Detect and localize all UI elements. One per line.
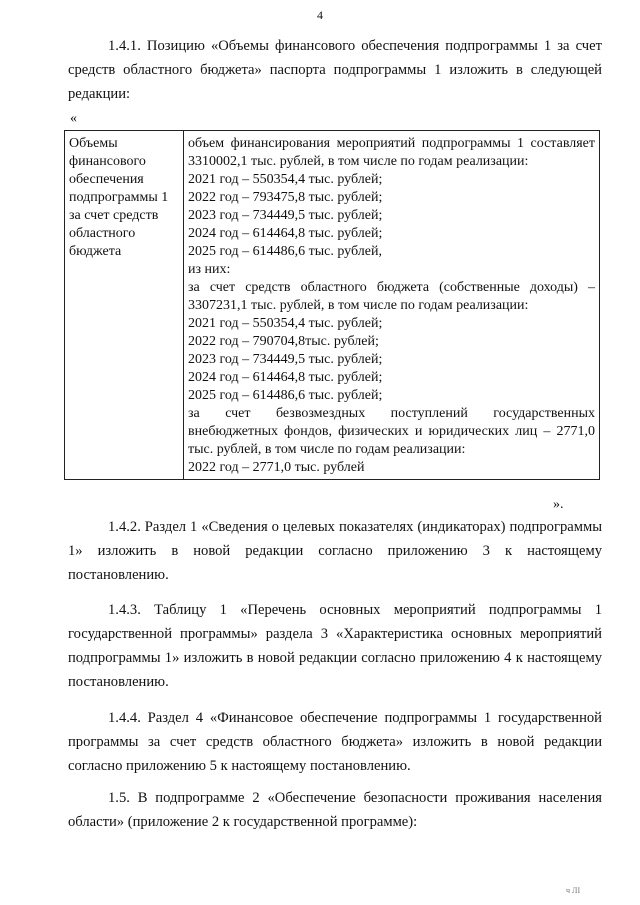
regional-budget-line: за счет средств областного бюджета (собственные доходы) – 3307231,1 тыс. рублей, в том числе по годам реализации: (188, 280, 595, 313)
table-value-cell (184, 131, 600, 480)
funding-year-line: 2021 год – 550354,4 тыс. рублей; (188, 172, 383, 187)
table-label-cell: Объемы финансового обеспечения подпрограммы 1 за счет средств областного бюджета (65, 131, 184, 480)
paragraph-text: 1.4.4. Раздел 4 «Финансовое обеспечение подпрограммы 1 государственной программы за счет средств областного бюджета» изложить в новой редакции согласно приложению 5 к настоящему постановлению. (68, 710, 602, 774)
funding-year-line: 2024 год – 614464,8 тыс. рублей; (188, 226, 383, 241)
open-quote: « (70, 111, 77, 126)
page-number: 4 (317, 8, 323, 22)
funding-year-line: 2023 год – 734449,5 тыс. рублей; (188, 352, 383, 367)
paragraph-1-4-4 (68, 706, 602, 778)
paragraph-text: 1.4.2. Раздел 1 «Сведения о целевых показателях (индикаторах) подпрограммы 1» изложить в новой редакции согласно приложению 3 к настоящему постановлению. (68, 519, 602, 583)
scan-mark: ч ЛI (566, 886, 581, 895)
funding-year-line: 2021 год – 550354,4 тыс. рублей; (188, 316, 383, 331)
funding-total-line: объем финансирования мероприятий подпрограммы 1 составляет 3310002,1 тыс. рублей, в том числе по годам реализации: (188, 136, 595, 169)
non-budget-funds-line: за счет безвозмездных поступлений государственных внебюджетных фондов, физических и юридических лиц – 2771,0 тыс. рублей, в том числе по годам реализации: (188, 406, 595, 457)
paragraph-1-4-2 (68, 515, 602, 587)
funding-year-line: 2022 год – 793475,8 тыс. рублей; (188, 190, 383, 205)
paragraph-text: 1.4.3. Таблицу 1 «Перечень основных мероприятий подпрограммы 1 государственной программы» раздела 3 «Характеристика основных мероприятий подпрограммы 1» изложить в новой редакции согласно приложению 4 к настоящему постановлению. (68, 602, 602, 690)
intro-paragraph (68, 34, 602, 106)
funding-year-line: 2025 год – 614486,6 тыс. рублей; (188, 388, 383, 403)
paragraph-1-5 (68, 786, 602, 834)
intro-paragraph-text: 1.4.1. Позицию «Объемы финансового обеспечения подпрограммы 1 за счет средств областного бюджета» паспорта подпрограммы 1 изложить в следующей редакции: (68, 38, 602, 102)
paragraph-1-4-3 (68, 598, 602, 694)
close-quote: ». (553, 497, 564, 512)
paragraph-text: 1.5. В подпрограмме 2 «Обеспечение безопасности проживания населения области» (приложение 2 к государственной программе): (68, 790, 602, 830)
funding-year-line: 2025 год – 614486,6 тыс. рублей, (188, 244, 382, 259)
table-row (65, 131, 600, 480)
funding-year-line: 2022 год – 790704,8тыс. рублей; (188, 334, 379, 349)
funding-subheading: из них: (188, 262, 231, 277)
funding-table (64, 130, 600, 480)
funding-year-line: 2022 год – 2771,0 тыс. рублей (188, 460, 365, 475)
funding-year-line: 2024 год – 614464,8 тыс. рублей; (188, 370, 383, 385)
funding-year-line: 2023 год – 734449,5 тыс. рублей; (188, 208, 383, 223)
